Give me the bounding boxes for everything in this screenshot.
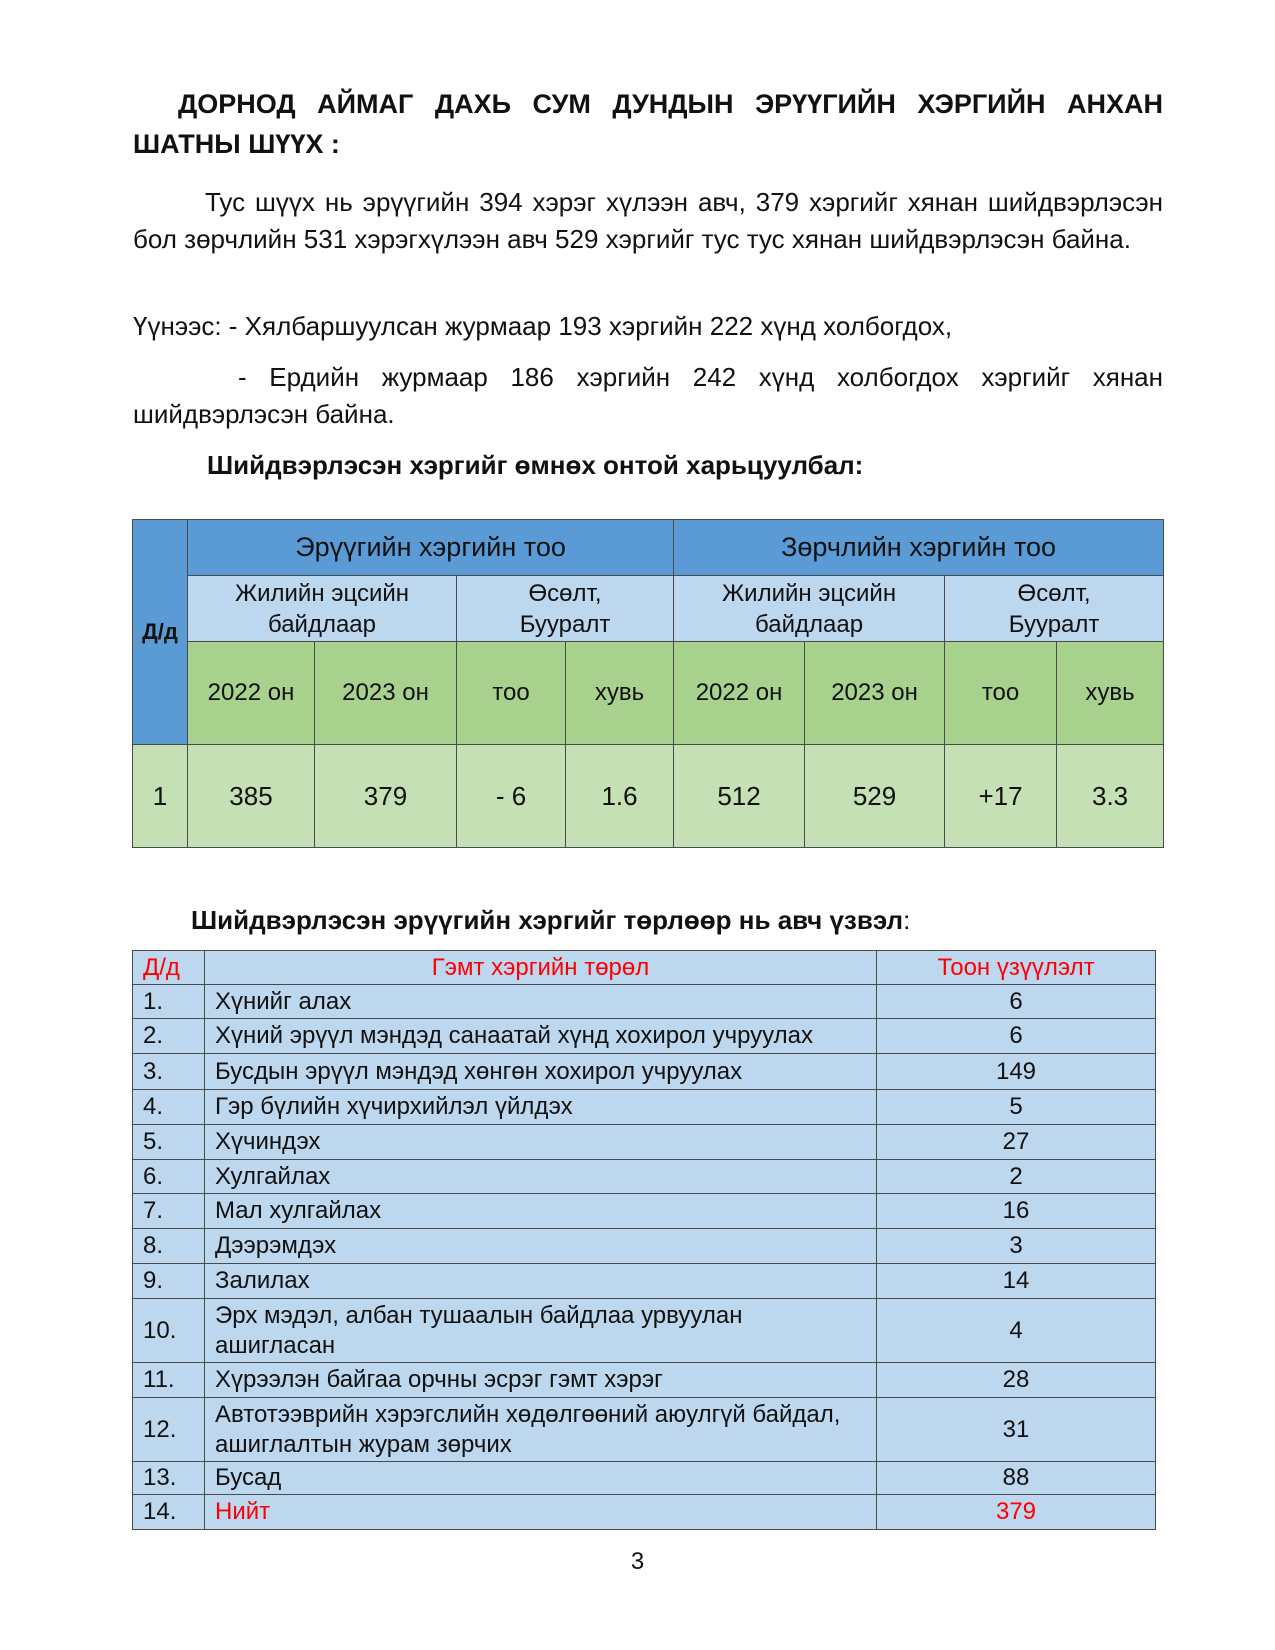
page-title <box>133 84 1163 164</box>
crime-type-count: 2 <box>877 1160 1156 1194</box>
row-number: 12. <box>133 1398 205 1462</box>
col-percent: хувь <box>566 642 674 745</box>
paragraph-summary: Тус шүүх нь эрүүгийн 394 хэрэг хүлээн авч, 379 хэргийг хянан шийдвэрлэсэн бол зөрчлийн 531 хэрэгхүлээн авч 529 хэргийг тус тус хянан шийдвэрлэсэн байна. <box>133 187 1163 254</box>
table-row <box>133 1495 1156 1530</box>
row-dd: 1 <box>133 745 188 848</box>
col-percent: хувь <box>1057 642 1164 745</box>
table-row <box>133 1398 1156 1462</box>
violation-cases-header: Зөрчлийн хэргийн тоо <box>674 520 1164 576</box>
crime-type-name: Хүрээлэн байгаа орчны эсрэг гэмт хэрэг <box>205 1363 877 1398</box>
crime-types-heading-colon: : <box>903 905 911 935</box>
row-number: 2. <box>133 1019 205 1054</box>
violation-2023-value: 529 <box>805 745 945 848</box>
yearly-label-line2: байдлаар <box>755 610 864 638</box>
criminal-change-value: - 6 <box>457 745 566 848</box>
crime-type-name: Хүний эрүүл мэндэд санаатай хүнд хохирол учруулах <box>205 1019 877 1054</box>
criminal-change-header <box>457 576 674 642</box>
crime-types-table <box>132 950 1156 1530</box>
table-row <box>133 1125 1156 1160</box>
col-count: тоо <box>457 642 566 745</box>
violation-yearly-header <box>674 576 945 642</box>
crime-type-count: 379 <box>877 1495 1156 1530</box>
crime-type-name: Дээрэмдэх <box>205 1229 877 1264</box>
col-2022: 2022 он <box>188 642 315 745</box>
crime-types-heading <box>191 905 910 936</box>
col-2023: 2023 он <box>315 642 457 745</box>
crime-type-name: Бусдын эрүүл мэндэд хөнгөн хохирол учруулах <box>205 1054 877 1090</box>
crime-type-count: 5 <box>877 1090 1156 1125</box>
violation-change-header <box>945 576 1164 642</box>
violation-2022-value: 512 <box>674 745 805 848</box>
crime-type-name: Нийт <box>205 1495 877 1530</box>
comparison-heading: Шийдвэрлэсэн хэргийг өмнөх онтой харьцуулбал: <box>207 450 864 480</box>
crime-type-count: 27 <box>877 1125 1156 1160</box>
crime-type-name: Мал хулгайлах <box>205 1194 877 1229</box>
table-row <box>133 1299 1156 1363</box>
row-number: 11. <box>133 1363 205 1398</box>
change-label-line1: Өсөлт, <box>528 579 602 607</box>
table-row <box>133 1090 1156 1125</box>
row-number: 10. <box>133 1299 205 1363</box>
crime-type-count: 16 <box>877 1194 1156 1229</box>
crime-type-count: 6 <box>877 1019 1156 1054</box>
violation-change-value: +17 <box>945 745 1057 848</box>
row-number: 1. <box>133 985 205 1019</box>
col-dd-header: Д/д <box>133 520 188 745</box>
yearly-label-line1: Жилийн эцсийн <box>234 579 410 607</box>
row-number: 5. <box>133 1125 205 1160</box>
crime-type-name: Автотээврийн хэрэгслийн хөдөлгөөний аюулгүй байдал, ашиглалтын журам зөрчих <box>205 1398 877 1462</box>
comparison-table <box>132 519 1164 848</box>
criminal-2022-value: 385 <box>188 745 315 848</box>
crime-type-name: Хүчиндэх <box>205 1125 877 1160</box>
paragraph-ordinary: - Ердийн журмаар 186 хэргийн 242 хүнд холбогдох хэргийг хянан шийдвэрлэсэн байна. <box>133 362 1163 429</box>
table-row <box>133 985 1156 1019</box>
table-row <box>133 1462 1156 1495</box>
criminal-percent-value: 1.6 <box>566 745 674 848</box>
row-number: 7. <box>133 1194 205 1229</box>
table-row <box>133 1160 1156 1194</box>
page-number: 3 <box>630 1548 645 1575</box>
change-label-line2: Бууралт <box>519 610 611 638</box>
table-row <box>133 1194 1156 1229</box>
yearly-label-line2: байдлаар <box>268 610 376 638</box>
crime-type-name: Гэр бүлийн хүчирхийлэл үйлдэх <box>205 1090 877 1125</box>
crime-type-name: Хулгайлах <box>205 1160 877 1194</box>
crime-type-count: 88 <box>877 1462 1156 1495</box>
crime-type-name: Бусад <box>205 1462 877 1495</box>
col-count-header: Тоон үзүүлэлт <box>877 951 1156 985</box>
table-row <box>133 1363 1156 1398</box>
table-row <box>133 1019 1156 1054</box>
crime-type-name: Хүнийг алах <box>205 985 877 1019</box>
crime-type-count: 31 <box>877 1398 1156 1462</box>
table-row <box>133 1229 1156 1264</box>
table-row <box>133 1264 1156 1299</box>
row-number: 14. <box>133 1495 205 1530</box>
col-type-header: Гэмт хэргийн төрөл <box>205 951 877 985</box>
col-count: тоо <box>945 642 1057 745</box>
row-number: 6. <box>133 1160 205 1194</box>
violation-percent-value: 3.3 <box>1057 745 1164 848</box>
row-number: 9. <box>133 1264 205 1299</box>
col-2023: 2023 он <box>805 642 945 745</box>
table-row <box>133 1054 1156 1090</box>
table-row <box>133 745 1164 848</box>
title-line-1: ДОРНОД АЙМАГ ДАХЬ СУМ ДУНДЫН ЭРҮҮГИЙН ХЭРГИЙН АНХАН <box>178 89 1163 119</box>
crime-type-name: Залилах <box>205 1264 877 1299</box>
crime-type-count: 4 <box>877 1299 1156 1363</box>
crime-types-heading-text: Шийдвэрлэсэн эрүүгийн хэргийг төрлөөр нь авч үзвэл <box>191 905 904 935</box>
row-number: 8. <box>133 1229 205 1264</box>
criminal-yearly-header <box>188 576 457 642</box>
col-2022: 2022 он <box>674 642 805 745</box>
row-number: 4. <box>133 1090 205 1125</box>
crime-type-name: Эрх мэдэл, албан тушаалын байдлаа урвуулан ашигласан <box>205 1299 877 1363</box>
change-label-line2: Бууралт <box>1008 610 1100 638</box>
criminal-2023-value: 379 <box>315 745 457 848</box>
title-line-2: ШАТНЫ ШҮҮХ : <box>133 129 340 159</box>
crime-type-count: 6 <box>877 985 1156 1019</box>
crime-type-count: 149 <box>877 1054 1156 1090</box>
crime-type-count: 28 <box>877 1363 1156 1398</box>
col-dd-header: Д/д <box>133 951 205 985</box>
row-number: 13. <box>133 1462 205 1495</box>
crime-type-count: 14 <box>877 1264 1156 1299</box>
change-label-line1: Өсөлт, <box>1017 579 1091 607</box>
crime-type-count: 3 <box>877 1229 1156 1264</box>
criminal-cases-header: Эрүүгийн хэргийн тоо <box>188 520 674 576</box>
row-number: 3. <box>133 1054 205 1090</box>
paragraph-simplified: Үүнээс: - Хялбаршуулсан журмаар 193 хэргийн 222 хүнд холбогдох, <box>133 311 953 341</box>
yearly-label-line1: Жилийн эцсийн <box>722 579 897 607</box>
